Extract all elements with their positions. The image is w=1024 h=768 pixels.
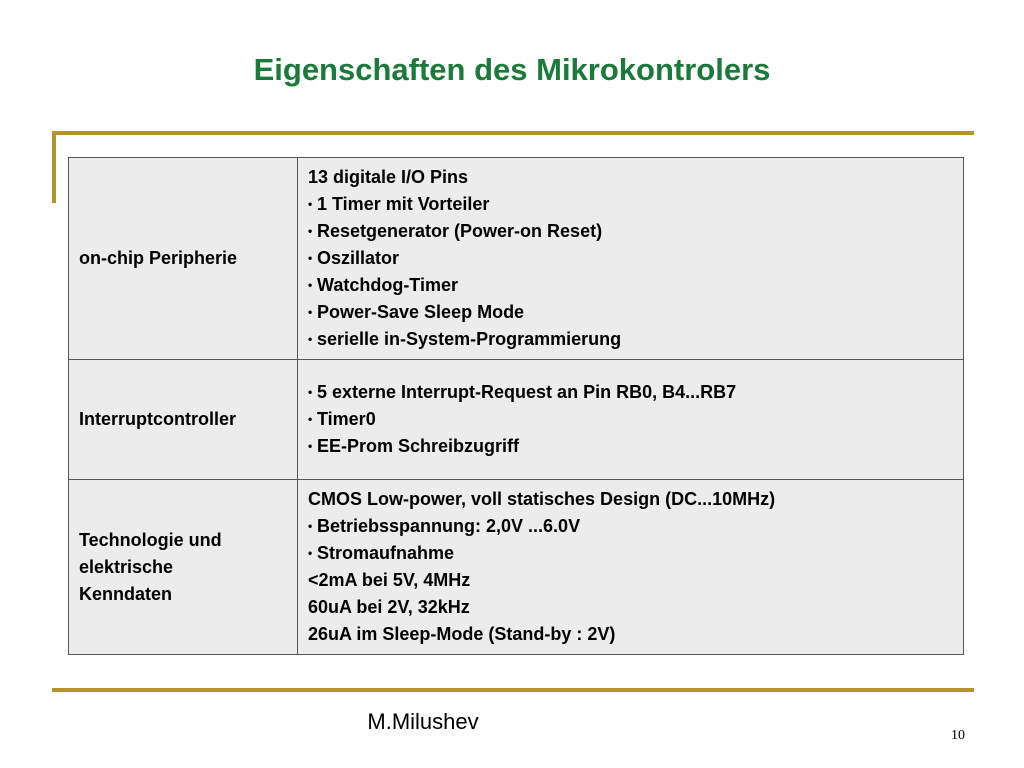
bullet-text: Timer0 bbox=[317, 409, 376, 429]
bullet-item bbox=[308, 272, 957, 299]
bullet-text: Stromaufnahme bbox=[317, 543, 455, 563]
properties-table bbox=[68, 157, 964, 655]
row-label-line: Kenndaten bbox=[79, 583, 173, 604]
bullet-text: Power-Save Sleep Mode bbox=[317, 302, 525, 322]
bullet-icon: • bbox=[308, 251, 313, 265]
table-row-peripherie bbox=[69, 158, 964, 360]
content-heading: CMOS Low-power, voll statisches Design (DC...10MHz) bbox=[308, 489, 776, 509]
bullet-text: serielle in-System-Programmierung bbox=[317, 329, 622, 349]
row-label: on-chip Peripherie bbox=[79, 248, 238, 268]
bullet-item bbox=[308, 218, 957, 245]
row-content-cell bbox=[298, 480, 964, 655]
bullet-text: Watchdog-Timer bbox=[317, 275, 459, 295]
bullet-item bbox=[308, 191, 957, 218]
bullet-text: Oszillator bbox=[317, 248, 400, 268]
bullet-text: 1 Timer mit Vorteiler bbox=[317, 194, 490, 214]
table-row-technologie bbox=[69, 480, 964, 655]
author-name: M.Milushev bbox=[367, 709, 479, 734]
content-line: <2mA bei 5V, 4MHz bbox=[308, 570, 471, 590]
bullet-item bbox=[308, 245, 957, 272]
bottom-horizontal-rule bbox=[52, 688, 974, 692]
bullet-icon: • bbox=[308, 519, 313, 533]
row-label-line: Technologie und bbox=[79, 529, 222, 550]
row-content-cell bbox=[298, 158, 964, 360]
bullet-icon: • bbox=[308, 385, 313, 399]
bullet-icon: • bbox=[308, 278, 313, 292]
table-row-interrupt bbox=[69, 360, 964, 480]
bullet-item bbox=[308, 513, 957, 540]
bullet-item bbox=[308, 433, 957, 460]
row-label-cell bbox=[69, 360, 298, 480]
bullet-icon: • bbox=[308, 197, 313, 211]
top-horizontal-rule bbox=[52, 131, 974, 135]
content-line: 26uA im Sleep-Mode (Stand-by : 2V) bbox=[308, 624, 616, 644]
bullet-icon: • bbox=[308, 412, 313, 426]
bullet-icon: • bbox=[308, 439, 313, 453]
content-line: 60uA bei 2V, 32kHz bbox=[308, 597, 470, 617]
bullet-icon: • bbox=[308, 224, 313, 238]
row-label: Interruptcontroller bbox=[79, 409, 237, 429]
slide-title: Eigenschaften des Mikrokontrolers bbox=[253, 52, 771, 87]
bullet-item bbox=[308, 540, 957, 567]
bullet-text: Resetgenerator (Power-on Reset) bbox=[317, 221, 603, 241]
bullet-icon: • bbox=[308, 305, 313, 319]
bullet-text: EE-Prom Schreibzugriff bbox=[317, 436, 520, 456]
row-label-cell bbox=[69, 480, 298, 655]
row-label-cell bbox=[69, 158, 298, 360]
top-vertical-rule bbox=[52, 131, 56, 203]
bullet-item bbox=[308, 326, 957, 353]
content-heading: 13 digitale I/O Pins bbox=[308, 167, 469, 187]
bullet-item bbox=[308, 299, 957, 326]
bullet-icon: • bbox=[308, 332, 313, 346]
row-content-cell bbox=[298, 360, 964, 480]
bullet-text: 5 externe Interrupt-Request an Pin RB0, B4...RB7 bbox=[317, 382, 737, 402]
bullet-item bbox=[308, 406, 957, 433]
page-number: 10 bbox=[951, 728, 965, 743]
bullet-icon: • bbox=[308, 546, 313, 560]
row-label-line: elektrische bbox=[79, 556, 174, 577]
bullet-text: Betriebsspannung: 2,0V ...6.0V bbox=[317, 516, 581, 536]
bullet-item bbox=[308, 379, 957, 406]
